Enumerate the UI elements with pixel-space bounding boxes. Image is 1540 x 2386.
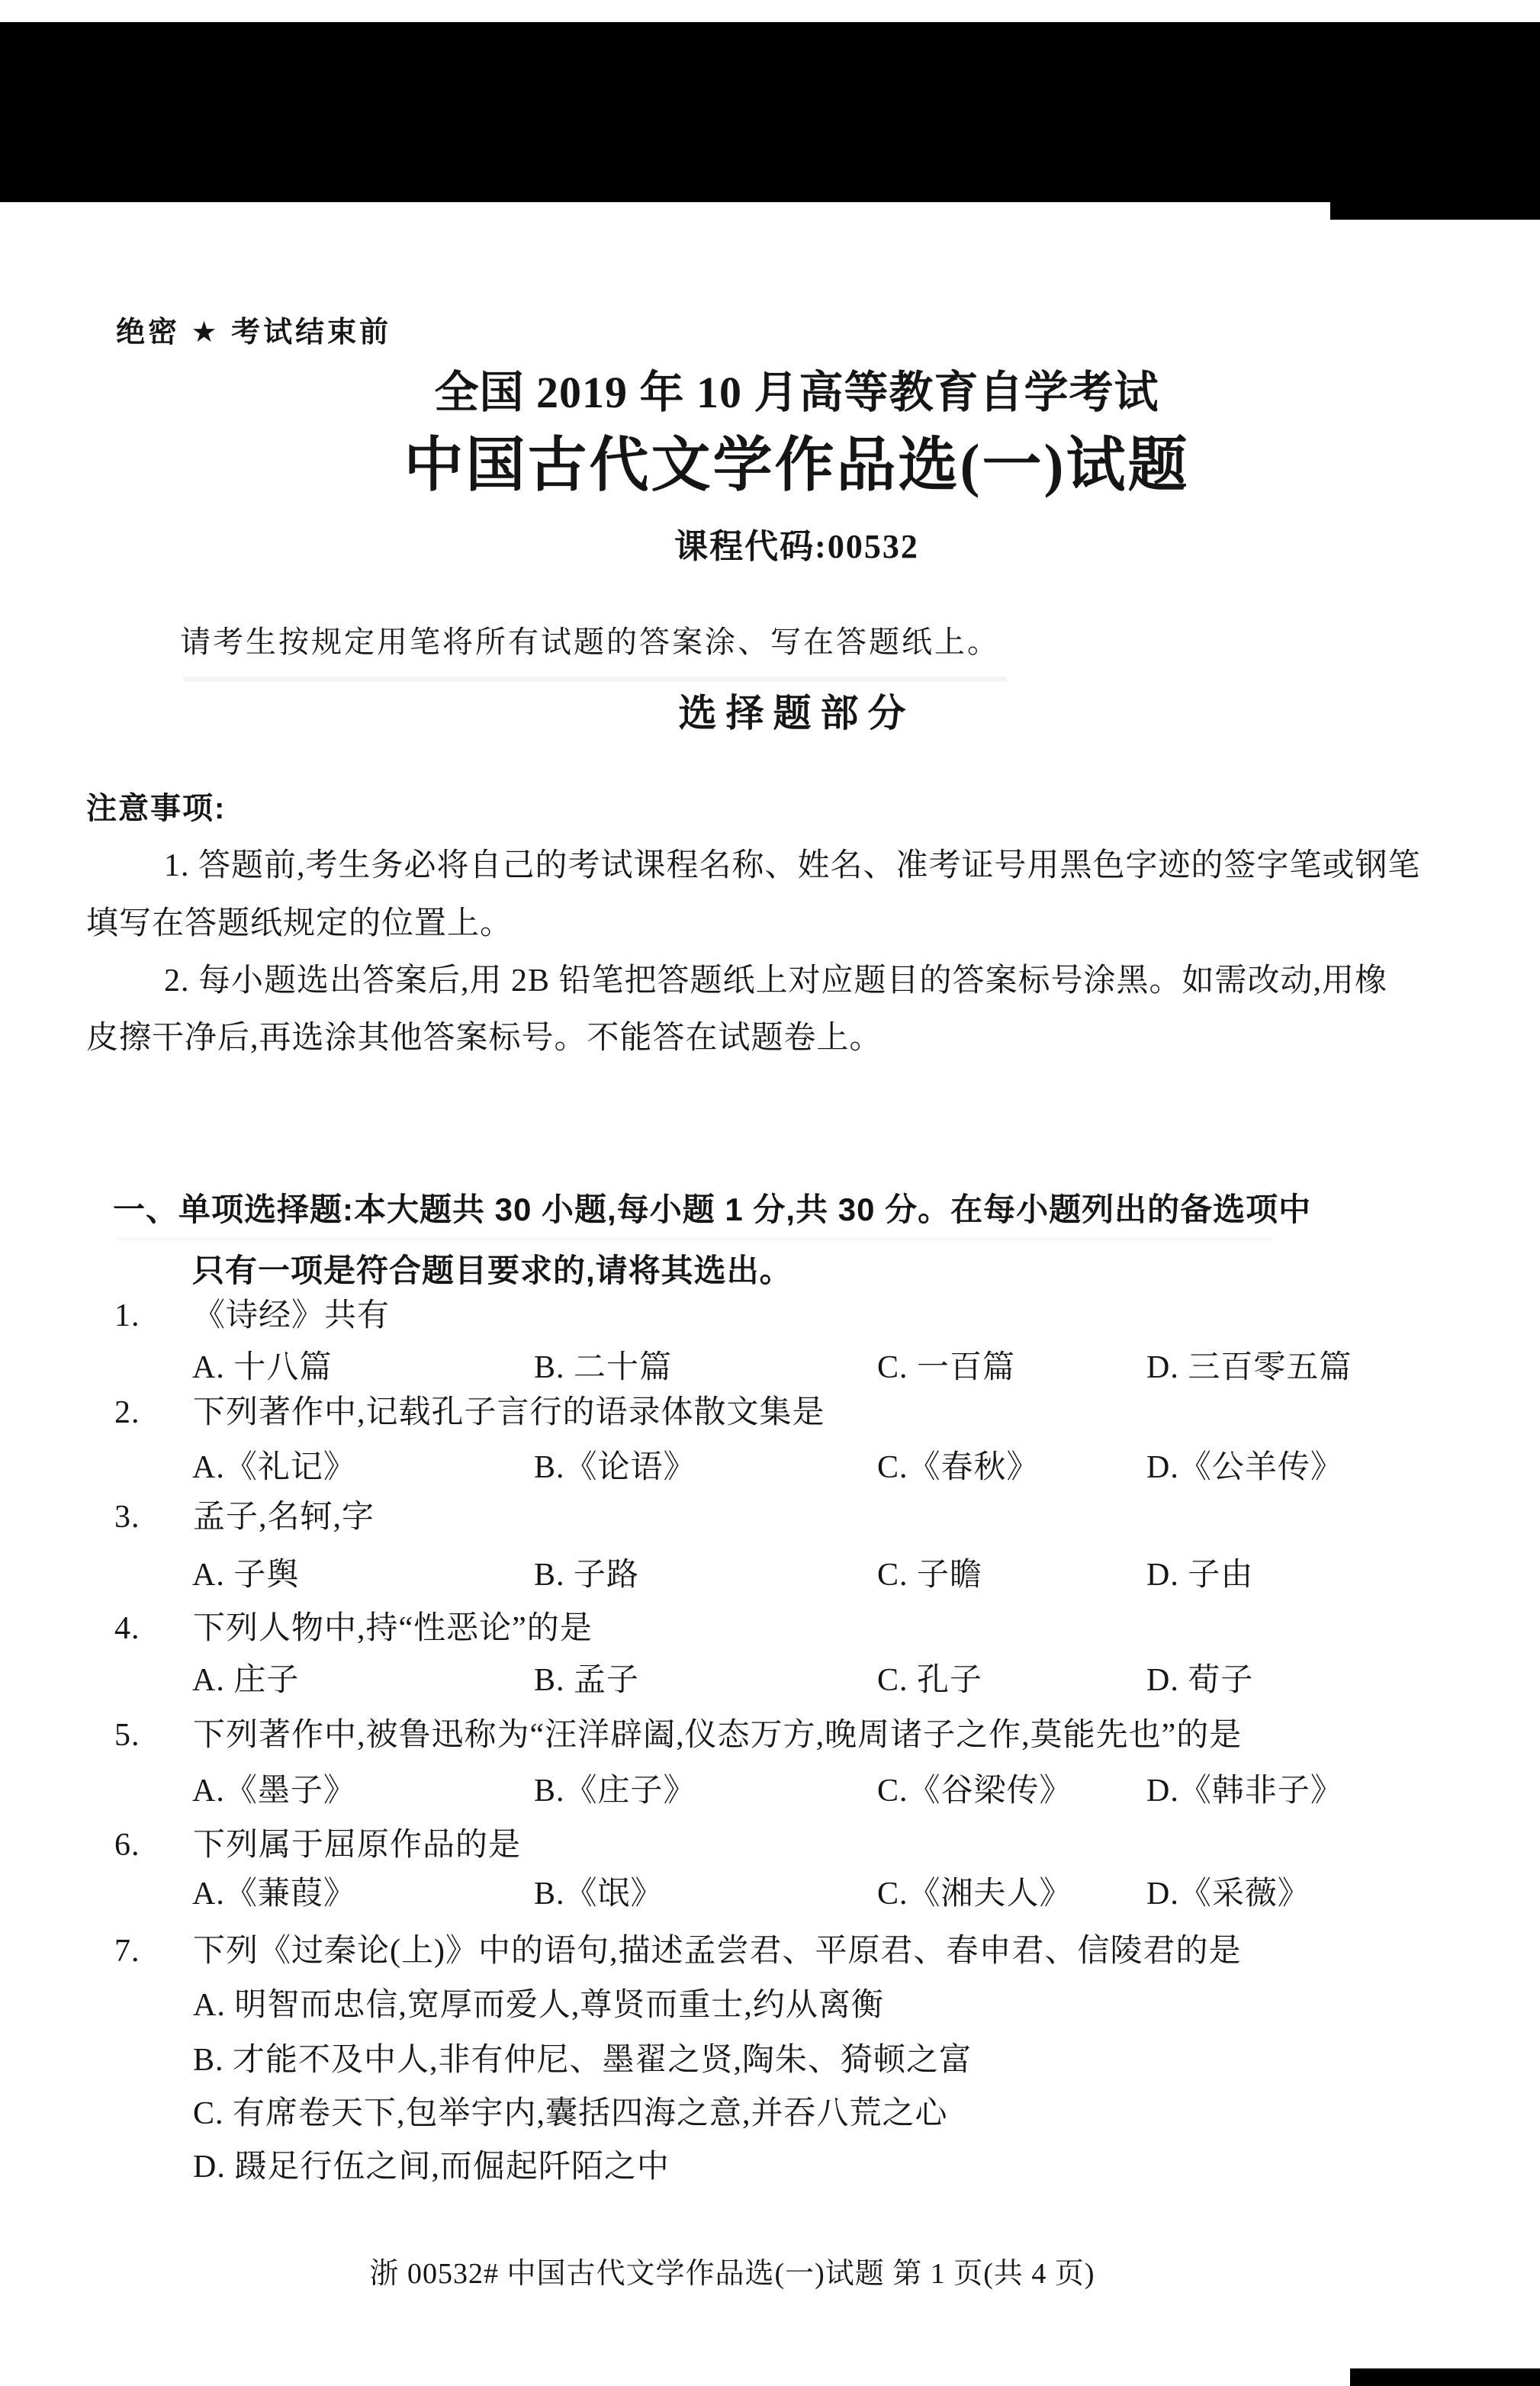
- scan-black-bar-right: [1330, 22, 1540, 220]
- option-c: C. 孔子: [877, 1663, 983, 1698]
- option-d: D.《采薇》: [1146, 1876, 1310, 1912]
- question-text: 孟子,名轲,字: [193, 1500, 375, 1535]
- scan-artifact-line: [114, 1237, 1274, 1241]
- option-c: C.《湘夫人》: [877, 1876, 1072, 1912]
- question-2-options: [0, 1449, 1540, 1494]
- question-text: 下列著作中,被鲁迅称为“汪洋辟阖,仪态万方,晚周诸子之作,莫能先也”的是: [193, 1718, 1243, 1753]
- question-7: [114, 1932, 1241, 1971]
- option-c: C. 一百篇: [877, 1350, 1016, 1385]
- question-6: [114, 1826, 521, 1865]
- question-number: 1.: [114, 1298, 140, 1333]
- question-6-options: [0, 1875, 1540, 1921]
- question-5: [114, 1716, 1242, 1755]
- question-3-options: [0, 1556, 1540, 1602]
- option-d: D. 荀子: [1146, 1663, 1254, 1698]
- answer-instruction: 请考生按规定用笔将所有试题的答案涂、写在答题纸上。: [180, 625, 1000, 659]
- option-d: D.《韩非子》: [1146, 1773, 1343, 1809]
- option-b: B. 二十篇: [534, 1350, 673, 1385]
- option-a: A. 庄子: [192, 1663, 300, 1698]
- question-text: 下列属于屈原作品的是: [193, 1828, 522, 1863]
- question-7-option-c: C. 有席卷天下,包举宇内,囊括四海之意,并吞八荒之心: [193, 2096, 948, 2131]
- scan-black-corner: [1350, 2368, 1540, 2386]
- note-line: 皮擦干净后,再选涂其他答案标号。不能答在试题卷上。: [86, 1021, 883, 1056]
- exam-session-title: 全国 2019 年 10 月高等教育自学考试: [434, 368, 1159, 417]
- classification-label: 绝密 ★ 考试结束前: [116, 317, 392, 349]
- paper-title: 中国古代文学作品选(一)试题: [403, 432, 1190, 498]
- question-number: 3.: [114, 1500, 140, 1535]
- option-b: B. 孟子: [534, 1663, 640, 1698]
- part-one-heading-line1: 一、单项选择题:本大题共 30 小题,每小题 1 分,共 30 分。在每小题列出的备选项中: [113, 1191, 1312, 1227]
- question-text: 下列著作中,记载孔子言行的语录体散文集是: [193, 1395, 825, 1430]
- option-a: A.《蒹葭》: [192, 1876, 356, 1912]
- scan-black-bar: [0, 22, 1330, 202]
- question-1: [114, 1297, 390, 1336]
- option-b: B.《庄子》: [534, 1773, 696, 1809]
- notes-title: 注意事项:: [86, 792, 227, 825]
- question-7-option-d: D. 蹑足行伍之间,而倔起阡陌之中: [193, 2150, 670, 2185]
- option-d: D. 子由: [1146, 1558, 1254, 1593]
- question-4-options: [0, 1661, 1540, 1707]
- scan-artifact-line: [183, 677, 1007, 682]
- section-header: 选择题部分: [678, 692, 915, 735]
- option-c: C.《春秋》: [877, 1450, 1040, 1485]
- option-a: A. 子舆: [192, 1558, 300, 1593]
- question-3: [114, 1498, 375, 1537]
- question-4: [114, 1609, 593, 1648]
- question-5-options: [0, 1772, 1540, 1818]
- question-text: 下列《过秦论(上)》中的语句,描述孟尝君、平原君、春申君、信陵君的是: [193, 1934, 1242, 1969]
- option-a: A. 十八篇: [192, 1350, 333, 1385]
- option-b: B.《论语》: [534, 1450, 696, 1485]
- question-number: 4.: [114, 1611, 140, 1646]
- course-code: 课程代码:00532: [674, 528, 919, 565]
- option-b: B.《氓》: [534, 1876, 664, 1912]
- question-7-option-a: A. 明智而忠信,宽厚而爱人,尊贤而重士,约从离衡: [193, 1988, 884, 2023]
- page-footer: 浙 00532# 中国古代文学作品选(一)试题 第 1 页(共 4 页): [369, 2258, 1095, 2290]
- question-7-option-b: B. 才能不及中人,非有仲尼、墨翟之贤,陶朱、猗顿之富: [193, 2043, 973, 2078]
- option-d: D.《公羊传》: [1146, 1450, 1343, 1485]
- question-number: 2.: [114, 1395, 140, 1430]
- note-line: 填写在答题纸规定的位置上。: [86, 906, 513, 941]
- question-number: 5.: [114, 1718, 140, 1753]
- part-one-heading-line2: 只有一项是符合题目要求的,请将其选出。: [192, 1252, 793, 1288]
- note-line: 2. 每小题选出答案后,用 2B 铅笔把答题纸上对应题目的答案标号涂黑。如需改动,用橡: [164, 963, 1388, 998]
- question-number: 7.: [114, 1934, 140, 1969]
- question-1-options: [0, 1349, 1540, 1394]
- option-b: B. 子路: [534, 1558, 640, 1593]
- question-number: 6.: [114, 1828, 140, 1863]
- question-2: [114, 1394, 825, 1433]
- question-text: 《诗经》共有: [193, 1298, 391, 1333]
- option-c: C.《谷梁传》: [877, 1773, 1072, 1809]
- option-a: A.《礼记》: [192, 1450, 356, 1485]
- note-line: 1. 答题前,考生务必将自己的考试课程名称、姓名、准考证号用黑色字迹的签字笔或钢笔: [164, 848, 1421, 883]
- option-d: D. 三百零五篇: [1146, 1350, 1352, 1385]
- question-text: 下列人物中,持“性恶论”的是: [193, 1611, 593, 1646]
- option-c: C. 子瞻: [877, 1558, 983, 1593]
- option-a: A.《墨子》: [192, 1773, 356, 1809]
